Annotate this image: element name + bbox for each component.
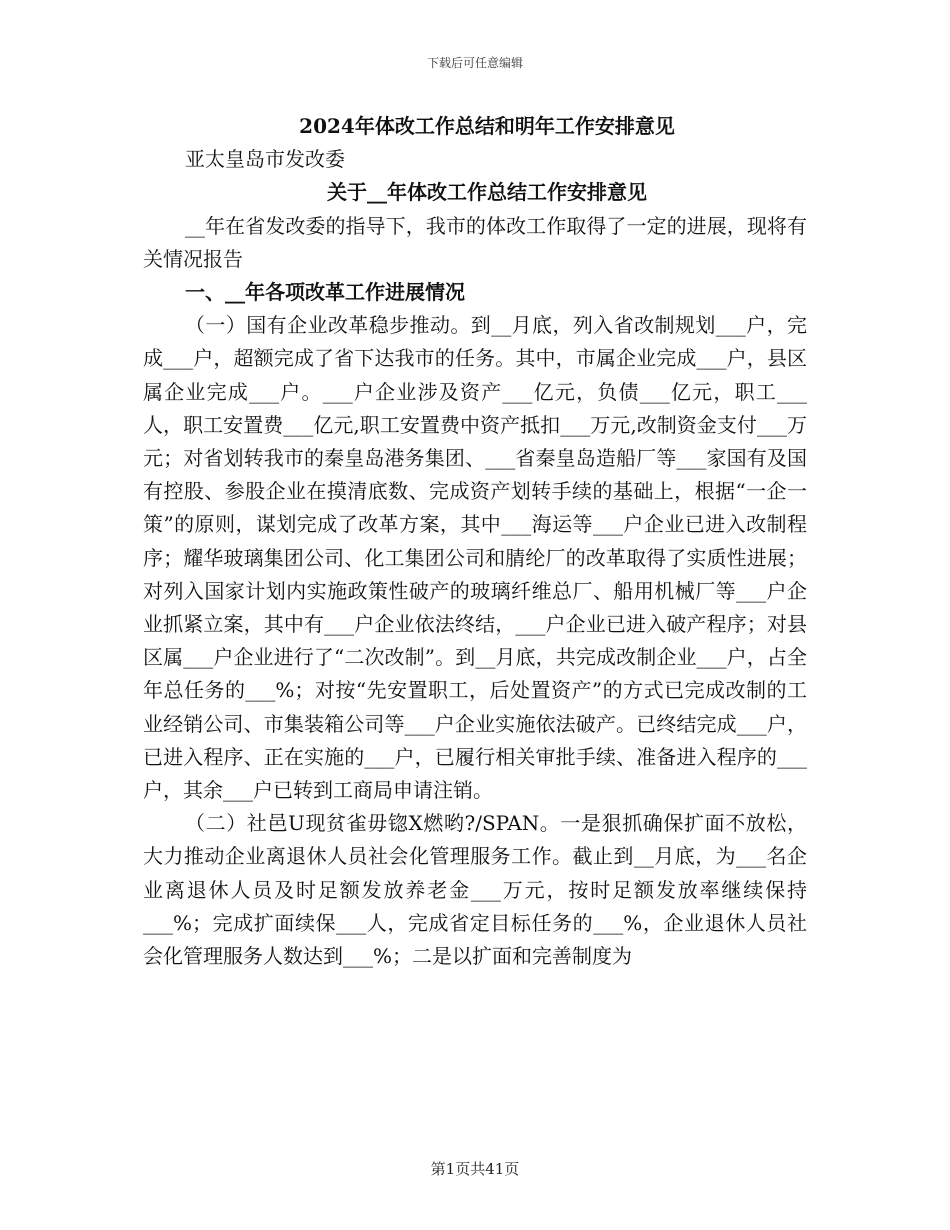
paragraph-social-security: （二）社邑U现贫雀毋锪X燃哟?/SPAN。一是狠抓确保扩面不放松，大力推动企业离退休人员社会化管理服务工作。截止到__月底，为___名企业离退休人员及时足额发放养老金___万元，按时足额发放率继续保持___%；完成扩面续保___人，完成省定目标任务的___%，企业退休人员社会化管理服务人数达到___%；二是以扩面和完善制度为 [143,811,807,969]
intro-paragraph: __年在省发改委的指导下，我市的体改工作取得了一定的进展，现将有关情况报告 [143,213,807,271]
section-heading: 一、__年各项改革工作进展情况 [185,280,465,305]
document-subtitle: 关于__年体改工作总结工作安排意见 [327,180,647,205]
issuing-organization: 亚太皇岛市发改委 [185,147,345,172]
page-number: 第1页共41页 [430,1160,520,1178]
document-title: 2024年体改工作总结和明年工作安排意见 [299,114,675,138]
header-note: 下载后可任意编辑 [426,56,523,70]
document-body [143,110,807,973]
paragraph-enterprise-reform: （一）国有企业改革稳步推动。到__月底，列入省改制规划___户，完成___户，超额完成了省下达我市的任务。其中，市属企业完成___户，县区属企业完成___户。___户企业涉及资产___亿元，负债___亿元，职工___人，职工安置费___亿元,职工安置费中资产抵扣___万元,改制资金支付___万元；对省划转我市的秦皇岛港务集团、___省秦皇岛造船厂等___家国有及国有控股、参股企业在摸清底数、完成资产划转手续的基础上，根据“一企一策”的原则，谋划完成了改革方案，其中___海运等___户企业已进入改制程序；耀华玻璃集团公司、化工集团公司和腈纶厂的改革取得了实质性进展；对列入国家计划内实施政策性破产的玻璃纤维总厂、船用机械厂等___户企业抓紧立案，其中有___户企业依法终结，___户企业已进入破产程序；对县区属___户企业进行了“二次改制”。到__月底，共完成改制企业___户，占全年总任务的___%；对按“先安置职工，后处置资产”的方式已完成改制的工业经销公司、市集装箱公司等___户企业实施依法破产。已终结完成___户，已进入程序、正在实施的___户，已履行相关审批手续、准备进入程序的___户，其余___户已转到工商局申请注销。 [143,313,807,803]
